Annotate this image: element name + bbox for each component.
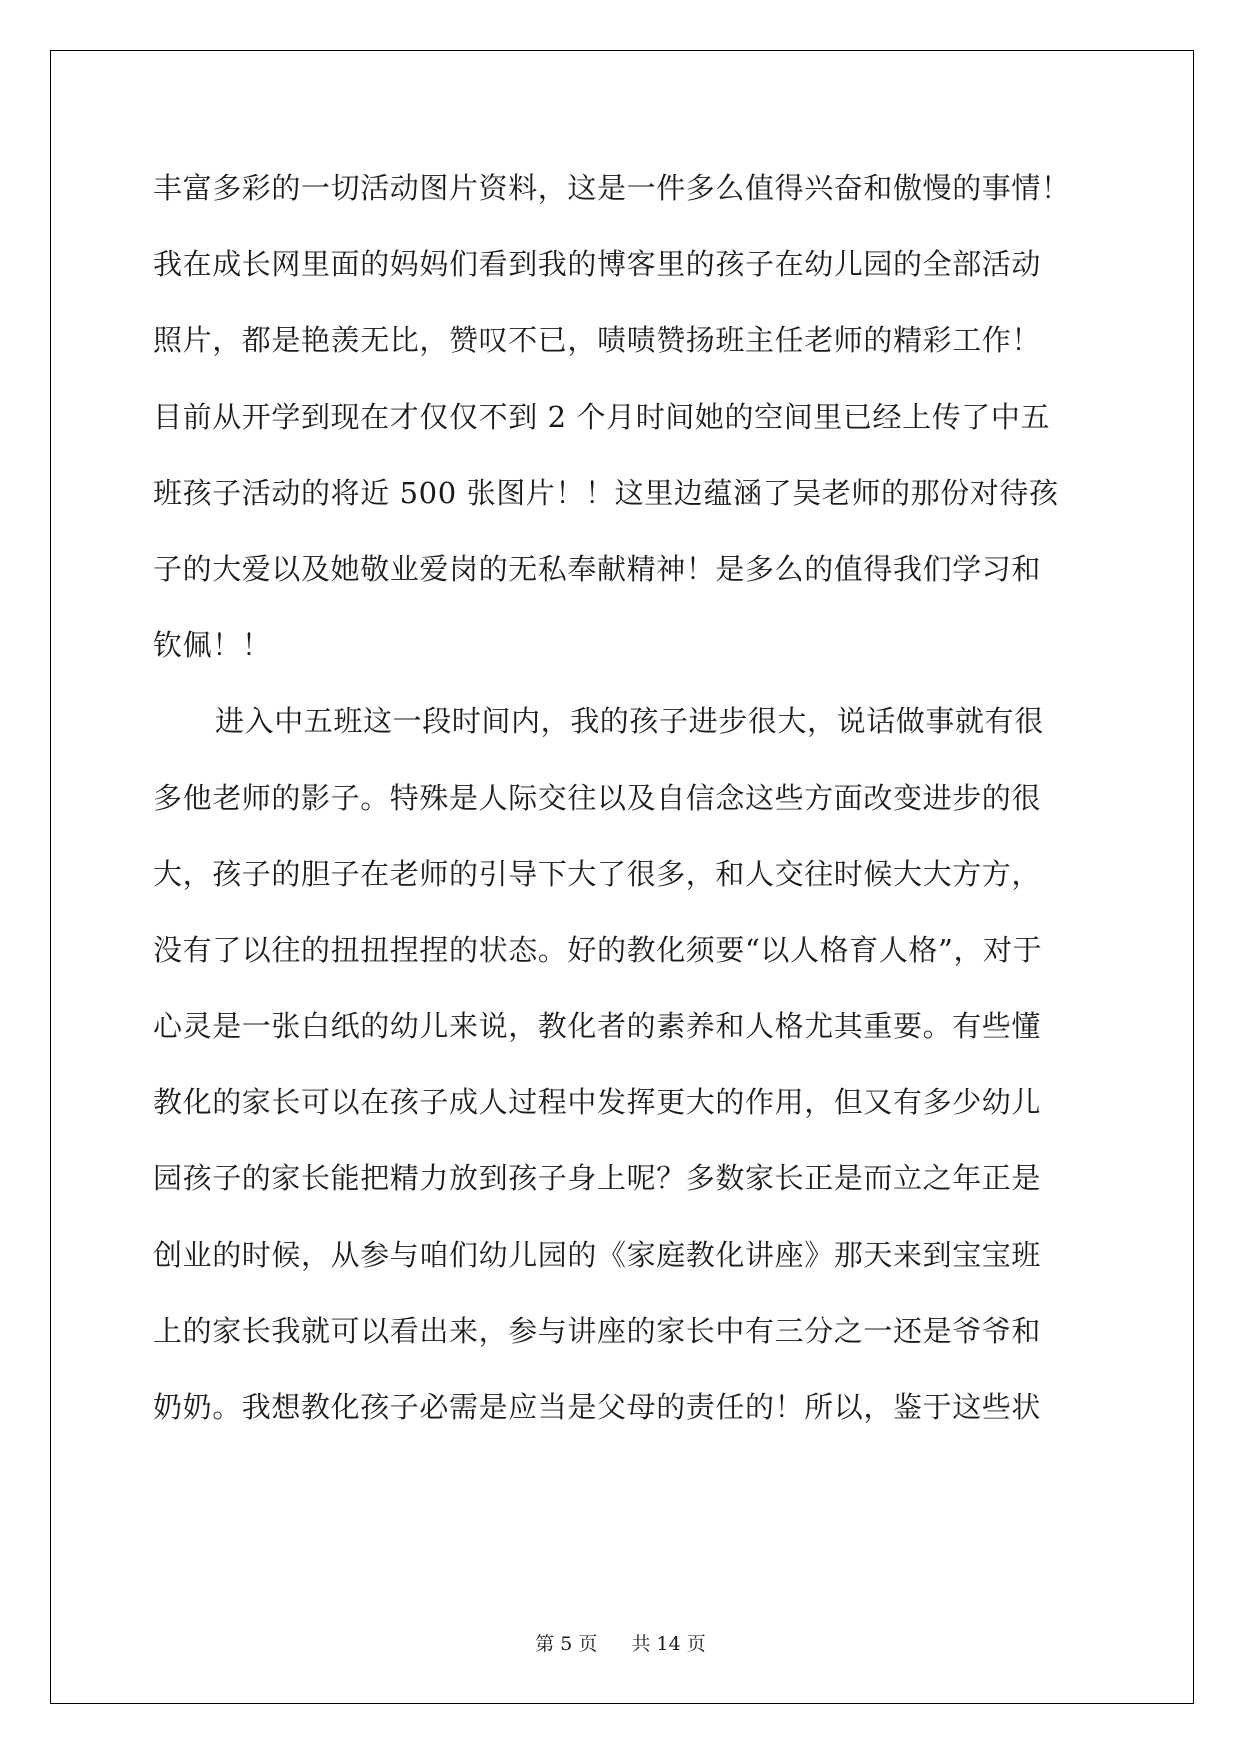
text-line: 上的家长我就可以看出来，参与讲座的家长中有三分之一还是爷爷和 bbox=[153, 1313, 1042, 1348]
text-line: 目前从开学到现在才仅仅不到 2 个月时间她的空间里已经上传了中五 bbox=[153, 399, 1051, 434]
text-line: 班孩子活动的将近 500 张图片！！这里边蕴涵了吴老师的那份对待孩 bbox=[153, 475, 1059, 510]
text-line: 心灵是一张白纸的幼儿来说，教化者的素养和人格尤其重要。有些懂 bbox=[153, 1009, 1042, 1044]
text-line: 园孩子的家长能把精力放到孩子身上呢？多数家长正是而立之年正是 bbox=[153, 1161, 1042, 1196]
text-line: 钦佩！！ bbox=[153, 628, 272, 663]
page-footer bbox=[0, 1629, 1241, 1656]
text-line: 丰富多彩的一切活动图片资料，这是一件多么值得兴奋和傲慢的事情！ bbox=[153, 171, 1071, 205]
text-line: 我在成长网里面的妈妈们看到我的博客里的孩子在幼儿园的全部活动 bbox=[153, 247, 1042, 282]
text-line: 照片，都是艳羡无比，赞叹不已，啧啧赞扬班主任老师的精彩工作！ bbox=[153, 323, 1042, 358]
text-line: 子的大爱以及她敬业爱岗的无私奉献精神！是多么的值得我们学习和 bbox=[153, 551, 1042, 586]
text-line: 奶奶。我想教化孩子必需是应当是父母的责任的！所以，鉴于这些状 bbox=[153, 1390, 1042, 1424]
text-line: 创业的时候，从参与咱们幼儿园的《家庭教化讲座》那天来到宝宝班 bbox=[153, 1237, 1042, 1272]
page-number: 第 5 页 bbox=[535, 1633, 598, 1655]
text-line: 教化的家长可以在孩子成人过程中发挥更大的作用，但又有多少幼儿 bbox=[153, 1085, 1042, 1120]
text-line: 没有了以往的扭扭捏捏的状态。好的教化须要“以人格育人格”，对于 bbox=[153, 932, 1043, 967]
paragraph-first-line: 进入中五班这一段时间内，我的孩子进步很大，说话做事就有很 bbox=[215, 704, 1044, 739]
document-body bbox=[153, 160, 1093, 1455]
text-line: 多他老师的影子。特殊是人际交往以及自信念这些方面改变进步的很 bbox=[153, 780, 1042, 815]
page-total: 共 14 页 bbox=[631, 1633, 706, 1655]
text-line: 大，孩子的胆子在老师的引导下大了很多，和人交往时候大大方方， bbox=[153, 856, 1042, 891]
